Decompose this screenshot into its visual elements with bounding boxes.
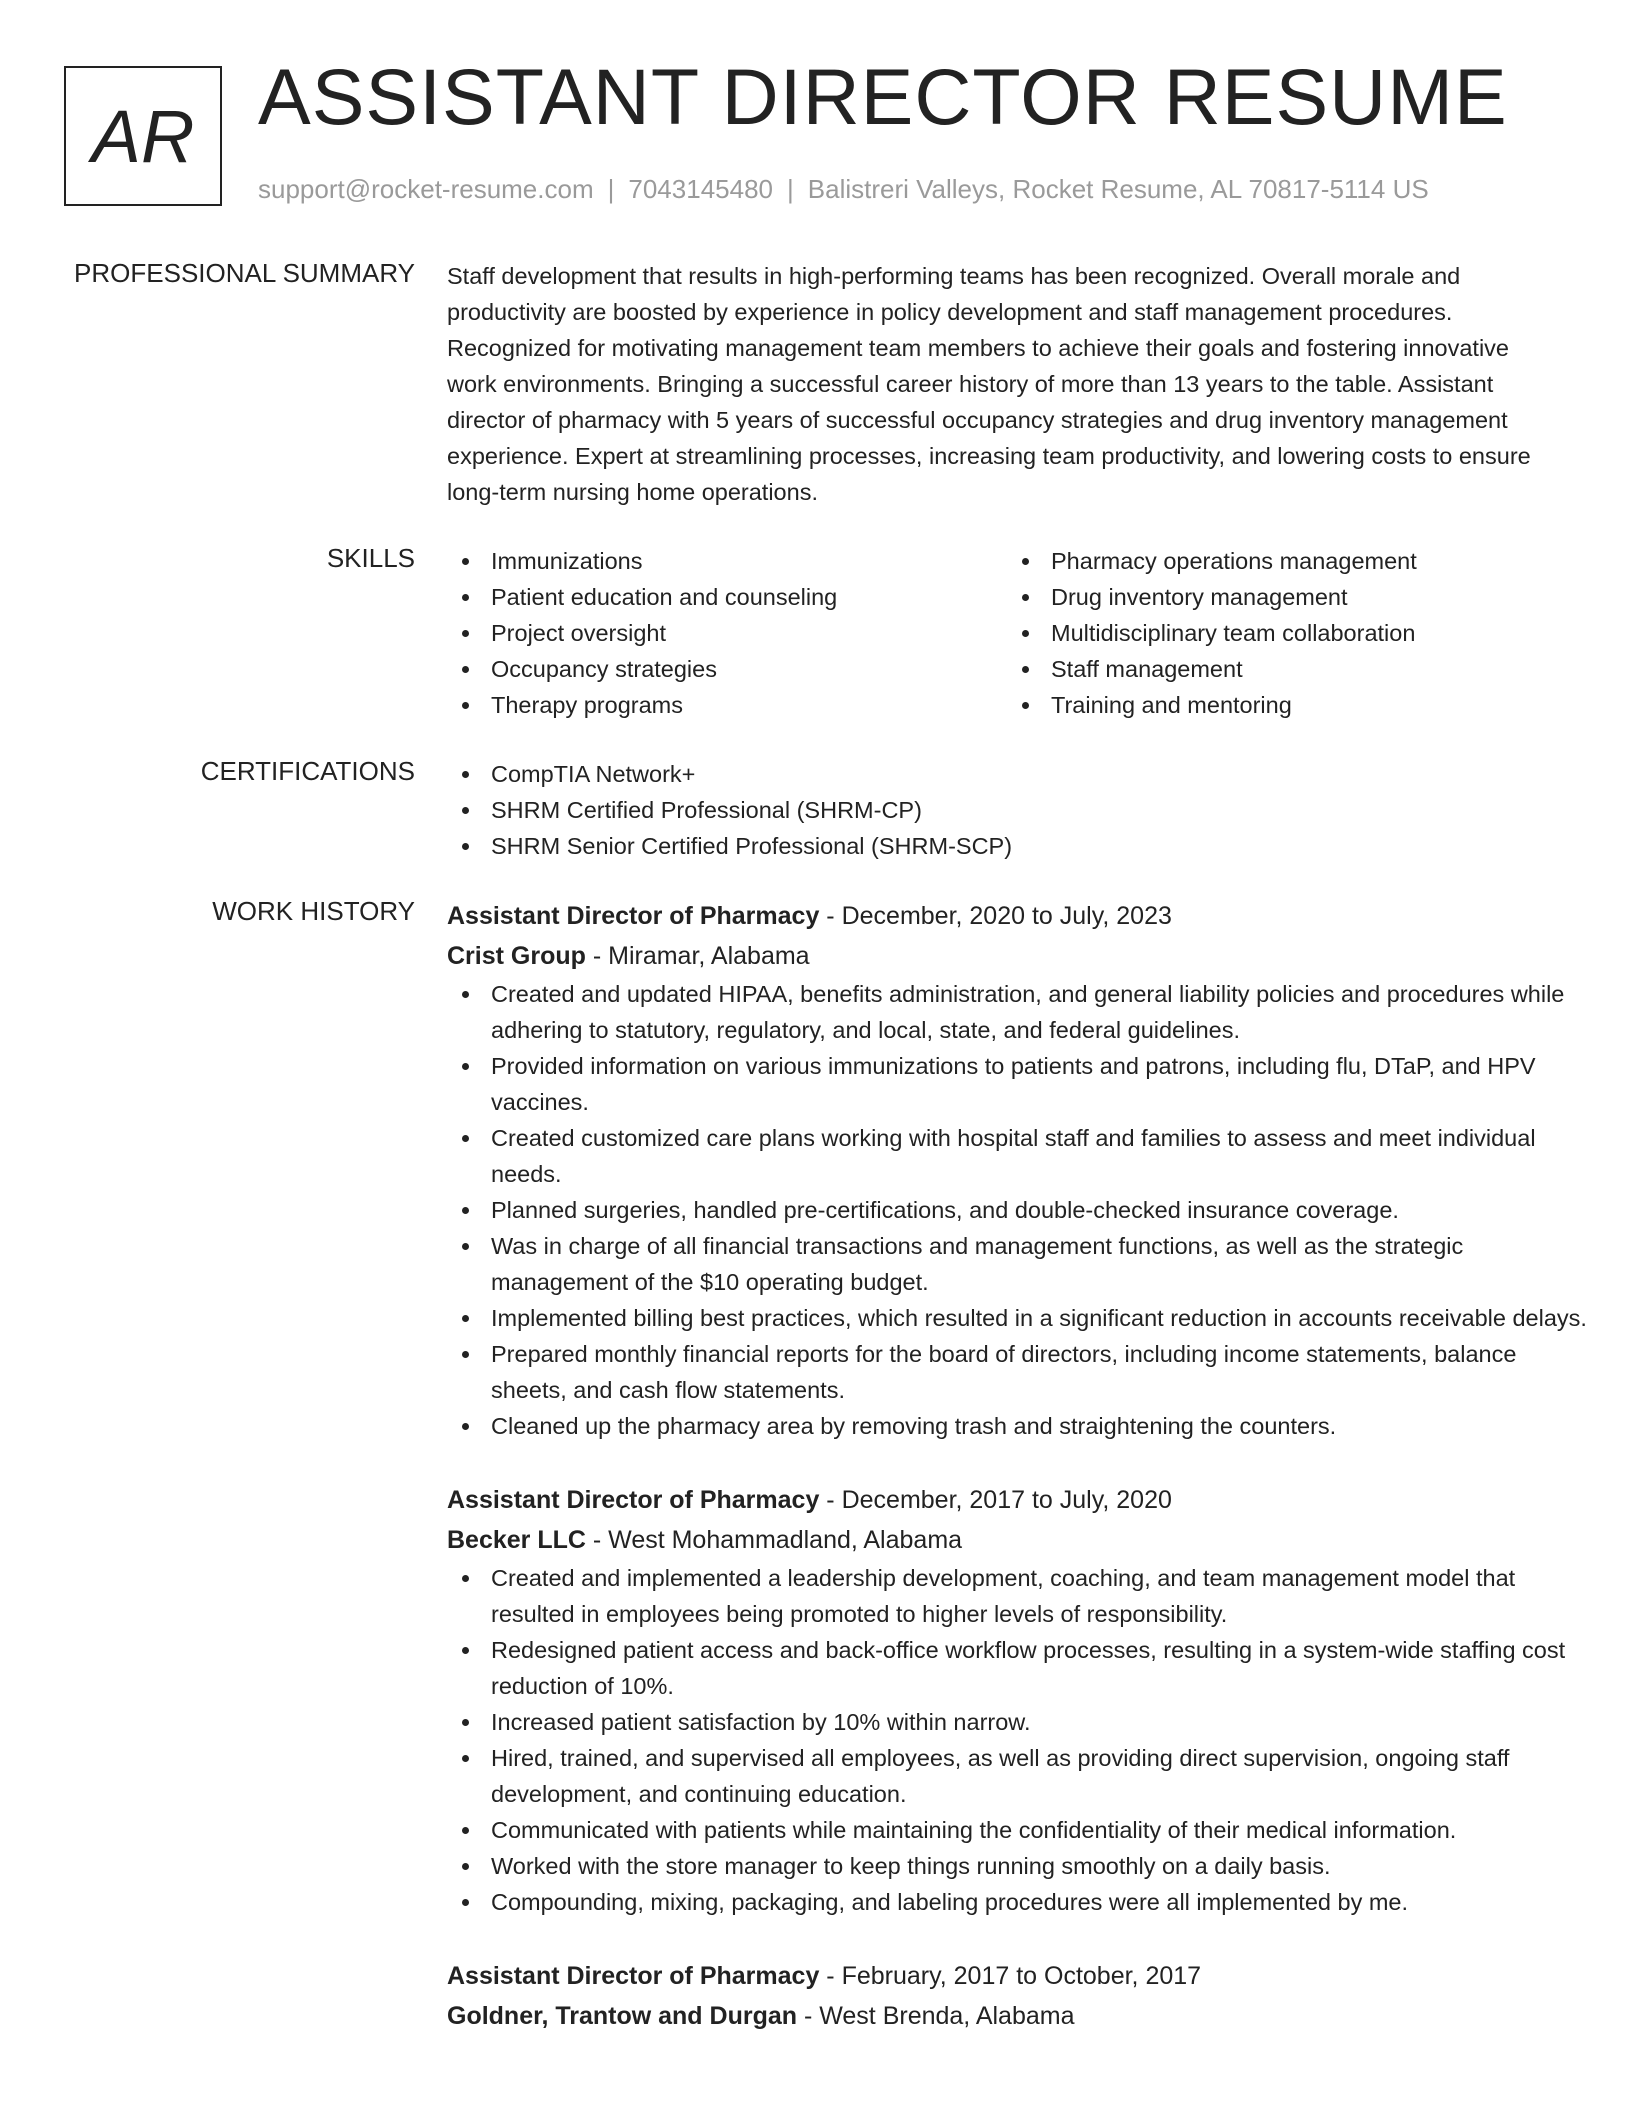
job-duty-item: Provided information on various immunizations to patients and patrons, including flu, DTaP, and HPV vaccines. [491, 1048, 1587, 1120]
job-duty-item: Compounding, mixing, packaging, and labeling procedures were all implemented by me. [491, 1884, 1587, 1920]
job-duty-item: Created customized care plans working with hospital staff and families to assess and meet individual needs. [491, 1120, 1587, 1192]
certification-item: CompTIA Network+ [491, 756, 1567, 792]
job-duty-item: Worked with the store manager to keep things running smoothly on a daily basis. [491, 1848, 1587, 1884]
job-duty-item: Implemented billing best practices, which resulted in a significant reduction in accounts receivable delays. [491, 1300, 1587, 1336]
job-title-line [447, 1956, 1587, 1996]
job-duty-item: Created and implemented a leadership development, coaching, and team management model that resulted in employees being promoted to higher levels of responsibility. [491, 1560, 1587, 1632]
job-entry [447, 896, 1587, 1444]
section-label-summary: PROFESSIONAL SUMMARY [74, 258, 415, 288]
job-company: Goldner, Trantow and Durgan [447, 2002, 798, 2030]
job-duties-list [447, 976, 1587, 1444]
job-company: Crist Group [447, 942, 586, 970]
skill-item: Immunizations [491, 543, 1007, 579]
job-dates: - December, 2020 to July, 2023 [819, 902, 1172, 930]
work-history-body [447, 896, 1587, 2036]
certifications-body [447, 756, 1567, 864]
job-duty-item: Prepared monthly financial reports for the board of directors, including income statements, balance sheets, and cash flow statements. [491, 1336, 1587, 1408]
job-duty-item: Cleaned up the pharmacy area by removing trash and straightening the counters. [491, 1408, 1587, 1444]
job-company-line [447, 1520, 1587, 1560]
job-title-line [447, 1480, 1587, 1520]
job-company: Becker LLC [447, 1526, 586, 1554]
section-label-work-history: WORK HISTORY [212, 896, 415, 926]
contact-separator: | [607, 174, 615, 204]
job-company-line [447, 1996, 1587, 2036]
skills-list-left [447, 543, 1007, 723]
job-location: - Miramar, Alabama [585, 942, 810, 970]
skill-item: Multidisciplinary team collaboration [1051, 615, 1567, 651]
job-duties-list [447, 1560, 1587, 1920]
job-duty-item: Hired, trained, and supervised all employees, as well as providing direct supervision, ongoing staff development, and continuing education. [491, 1740, 1587, 1812]
contact-address: Balistreri Valleys, Rocket Resume, AL 70817-5114 US [807, 174, 1429, 204]
certification-item: SHRM Senior Certified Professional (SHRM-SCP) [491, 828, 1567, 864]
certifications-list [447, 756, 1567, 864]
skill-item: Therapy programs [491, 687, 1007, 723]
skill-item: Project oversight [491, 615, 1007, 651]
certification-item: SHRM Certified Professional (SHRM-CP) [491, 792, 1567, 828]
skill-item: Pharmacy operations management [1051, 543, 1567, 579]
job-entry [447, 1480, 1587, 1920]
job-duty-item: Created and updated HIPAA, benefits administration, and general liability policies and procedures while adhering to statutory, regulatory, and local, state, and federal guidelines. [491, 976, 1587, 1048]
skill-item: Patient education and counseling [491, 579, 1007, 615]
summary-text: Staff development that results in high-performing teams has been recognized. Overall morale and productivity are boosted by experience in policy development and staff management procedures. Recognized for motivating management team members to achieve their goals and fostering innovative work environments. Bringing a successful career history of more than 13 years to the table. Assistant director of pharmacy with 5 years of successful occupancy strategies and drug inventory management experience. Expert at streamlining processes, increasing team productivity, and lowering costs to ensure long-term nursing home operations. [447, 263, 1531, 505]
contact-phone[interactable]: 7043145480 [628, 174, 773, 204]
job-dates: - February, 2017 to October, 2017 [819, 1962, 1202, 1990]
resume-title: ASSISTANT DIRECTOR RESUME [258, 52, 1508, 141]
skill-item: Drug inventory management [1051, 579, 1567, 615]
monogram-initials: AR [91, 94, 195, 178]
skills-list-right [1007, 543, 1567, 723]
section-label-skills: SKILLS [326, 543, 415, 573]
skill-item: Staff management [1051, 651, 1567, 687]
skill-item: Training and mentoring [1051, 687, 1567, 723]
job-title-line [447, 896, 1587, 936]
contact-separator: | [787, 174, 794, 204]
job-duty-item: Increased patient satisfaction by 10% within narrow. [491, 1704, 1587, 1740]
job-entry [447, 1956, 1587, 2036]
job-duty-item: Redesigned patient access and back-office workflow processes, resulting in a system-wide staffing cost reduction of 10%. [491, 1632, 1587, 1704]
contact-line [258, 174, 1429, 205]
job-duty-item: Was in charge of all financial transactions and management functions, as well as the strategic management of the $10 operating budget. [491, 1228, 1587, 1300]
job-title: Assistant Director of Pharmacy [447, 1962, 820, 1990]
job-dates: - December, 2017 to July, 2020 [819, 1486, 1172, 1514]
job-location: - West Mohammadland, Alabama [585, 1526, 963, 1554]
job-location: - West Brenda, Alabama [797, 2002, 1075, 2030]
skill-item: Occupancy strategies [491, 651, 1007, 687]
contact-email[interactable]: support@rocket-resume.com [258, 174, 594, 204]
job-duty-item: Planned surgeries, handled pre-certifications, and double-checked insurance coverage. [491, 1192, 1587, 1228]
job-duty-item: Communicated with patients while maintaining the confidentiality of their medical information. [491, 1812, 1587, 1848]
job-title: Assistant Director of Pharmacy [447, 1486, 820, 1514]
monogram-badge [64, 66, 222, 206]
job-company-line [447, 936, 1587, 976]
job-title: Assistant Director of Pharmacy [447, 902, 820, 930]
skills-columns [447, 543, 1567, 723]
section-label-certifications: CERTIFICATIONS [200, 756, 415, 786]
